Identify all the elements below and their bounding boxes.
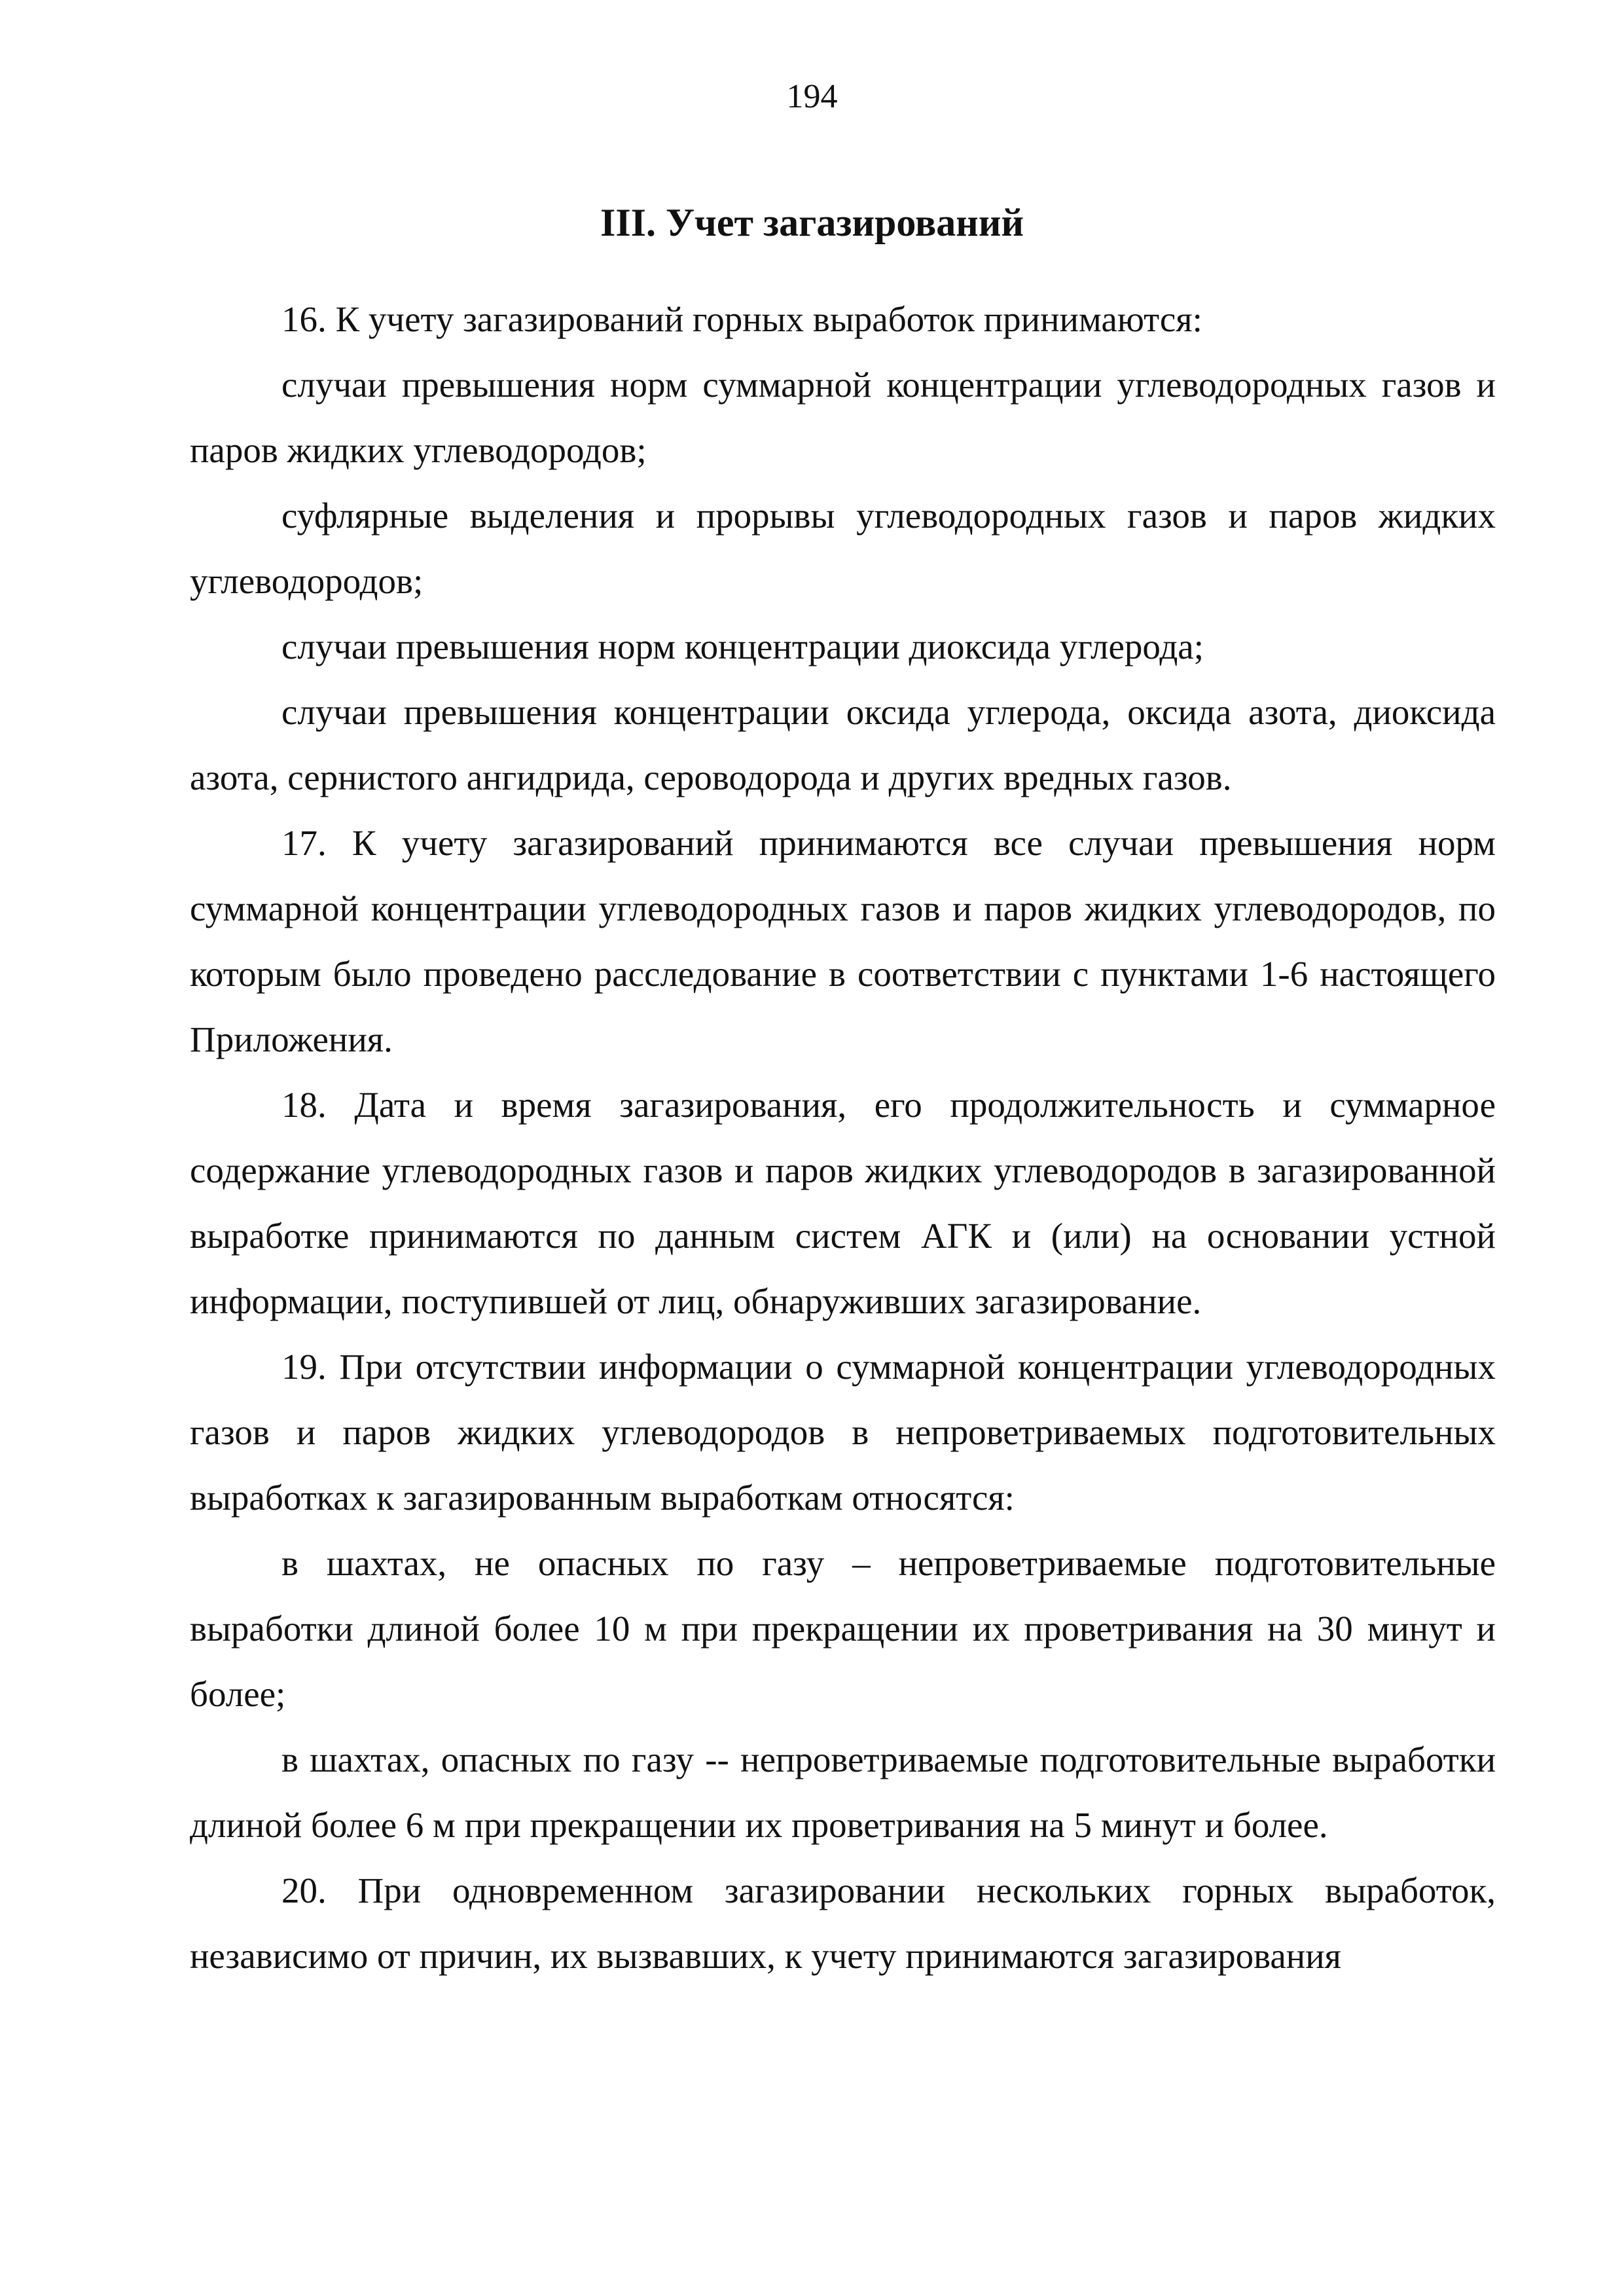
- body-text: [190, 287, 1496, 1989]
- page-number: 194: [786, 78, 838, 115]
- section-title: III. Учет загазирований: [600, 201, 1024, 244]
- paragraph-19-item-2: в шахтах, опасных по газу -- непроветриваемые подготовительные выработки длиной более 6 м при прекращении их проветривания на 5 минут и более.: [190, 1740, 1496, 1845]
- paragraph-16-item-3: случаи превышения норм концентрации диоксида углерода;: [281, 627, 1204, 666]
- paragraph-16: 16. К учету загазирований горных выработок принимаются:: [281, 299, 1202, 339]
- paragraph-16-item-1: случаи превышения норм суммарной концентрации углеводородных газов и паров жидких углеводородов;: [190, 365, 1496, 470]
- paragraph-19-item-1: в шахтах, не опасных по газу – непроветриваемые подготовительные выработки длиной более 10 м при прекращении их проветривания на 30 минут и более;: [190, 1543, 1496, 1714]
- paragraph-17: 17. К учету загазирований принимаются все случаи превышения норм суммарной концентрации углеводородных газов и паров жидких углеводородов, по которым было проведено расследование в соответствии с пунктами 1-6 настоящего Приложения.: [190, 823, 1496, 1059]
- paragraph-16-item-2: суфлярные выделения и прорывы углеводородных газов и паров жидких углеводородов;: [190, 496, 1496, 601]
- paragraph-16-item-4: случаи превышения концентрации оксида углерода, оксида азота, диоксида азота, сернистого ангидрида, сероводорода и других вредных газов.: [190, 692, 1496, 797]
- paragraph-18: 18. Дата и время загазирования, его продолжительность и суммарное содержание углеводородных газов и паров жидких углеводородов в загазированной выработке принимаются по данным систем АГК и (или) на основании устной информации, поступившей от лиц, обнаруживших загазирование.: [190, 1085, 1496, 1321]
- paragraph-19: 19. При отсутствии информации о суммарной концентрации углеводородных газов и паров жидких углеводородов в непроветриваемых подготовительных выработках к загазированным выработкам относятся:: [190, 1347, 1496, 1518]
- paragraph-20: 20. При одновременном загазировании нескольких горных выработок, независимо от причин, их вызвавших, к учету принимаются загазирования: [190, 1870, 1496, 1976]
